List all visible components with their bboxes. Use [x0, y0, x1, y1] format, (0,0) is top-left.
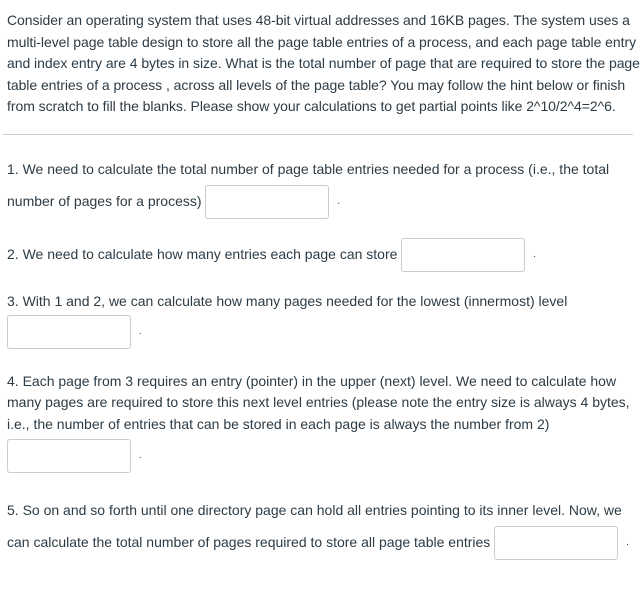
step-4-suffix: . [138, 450, 142, 462]
step-2-suffix: . [533, 249, 536, 261]
step-4 [7, 371, 640, 474]
step-1-answer-input[interactable] [205, 185, 329, 219]
step-3-suffix: . [138, 325, 142, 337]
step-2 [7, 237, 640, 272]
step-5-text: 5. So on and so forth until one directory page can hold all entries pointing to its inner level. Now, we can calculate the total number of pages required to store all page table entries [7, 502, 622, 551]
step-3-text: 3. With 1 and 2, we can calculate how many pages needed for the lowest (innermost) level [7, 293, 568, 310]
step-1 [7, 153, 640, 219]
divider [3, 134, 633, 135]
step-5-answer-input[interactable] [494, 526, 618, 560]
step-3 [7, 291, 640, 349]
question-intro: Consider an operating system that uses 48-bit virtual addresses and 16KB pages. The system uses a multi-level page table design to store all the page table entries of a process, and each page table entry and index entry are 4 bytes in size. What is the total number of page that are required to store the page table entries of a process , across all levels of the page table? You may follow the hint below or finish from scratch to fill the blanks. Please show your calculations to get partial points like 2^10/2^4=2^6. [7, 12, 640, 114]
step-5-suffix: . [626, 537, 629, 549]
step-2-answer-input[interactable] [401, 238, 525, 272]
step-5 [7, 494, 640, 560]
step-2-text: 2. We need to calculate how many entries each page can store [7, 245, 398, 262]
step-4-text: 4. Each page from 3 requires an entry (pointer) in the upper (next) level. We need to calculate how many pages are required to store this next level entries (please note the entry size is always 4 bytes, i.e., the number of entries that can be stored in each page is always the number from 2) [7, 372, 630, 432]
step-4-answer-input[interactable] [7, 439, 131, 473]
step-1-suffix: . [337, 195, 341, 207]
step-3-answer-input[interactable] [7, 315, 131, 349]
step-1-text: 1. We need to calculate the total number of page table entries needed for a process (i.e., the total number of pages for a process) [7, 160, 610, 209]
